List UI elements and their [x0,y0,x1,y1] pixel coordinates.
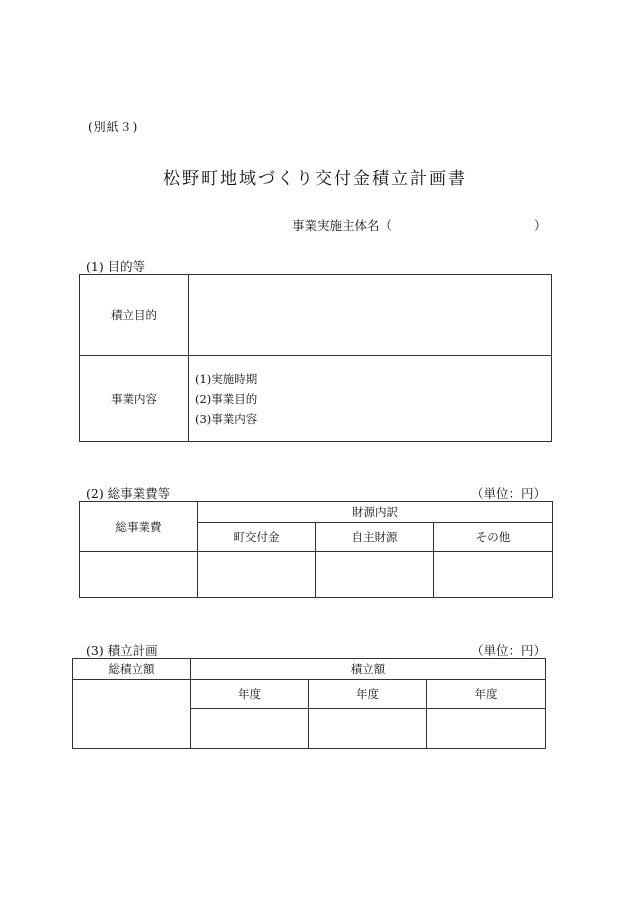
funding-breakdown-header: 財源内訳 [198,502,553,523]
other-funds-cell[interactable] [434,552,553,598]
total-cost-header: 総事業費 [80,502,198,552]
entity-name-close: ） [534,218,547,233]
column-header-year-2: 年度 [309,680,427,709]
own-funds-cell[interactable] [316,552,434,598]
document-title: 松野町地域づくり交付金積立計画書 [163,169,467,189]
project-item-details: (3)事業内容 [195,411,258,426]
section2-title: (2) 総事業費等 [86,486,171,501]
column-header-other: その他 [434,523,553,552]
column-header-year-1: 年度 [191,680,309,709]
column-header-town-grant: 町交付金 [198,523,316,552]
section2-unit: （単位：円） [471,486,547,501]
year-1-amount-cell[interactable] [191,709,309,749]
total-cost-table [79,501,553,598]
section3-title: (3) 積立計画 [86,643,158,658]
total-reserve-header: 総積立額 [73,659,191,680]
project-item-timing: (1)実施時期 [195,371,258,386]
total-cost-cell[interactable] [80,552,198,598]
purpose-table [79,274,552,442]
year-2-amount-cell[interactable] [309,709,427,749]
table-row [80,275,552,356]
section1-title: (1) 目的等 [86,259,146,274]
project-item-purpose: (2)事業目的 [195,391,258,406]
table-row [73,659,546,680]
project-content-label: 事業内容 [80,356,189,442]
section3-unit: （単位：円） [471,643,547,658]
purpose-content-cell[interactable] [189,275,552,356]
reserve-plan-table [72,658,546,749]
table-row [73,680,546,709]
attachment-label: (別紙３) [88,120,139,134]
table-row [80,502,553,523]
column-header-own-funds: 自主財源 [316,523,434,552]
column-header-year-3: 年度 [427,680,546,709]
entity-name-line [292,216,547,234]
table-row [80,552,553,598]
entity-name-label: 事業実施主体名（ [292,218,393,233]
total-reserve-cell[interactable] [73,680,191,749]
purpose-label: 積立目的 [80,275,189,356]
town-grant-cell[interactable] [198,552,316,598]
project-content-cell[interactable] [189,356,552,442]
year-3-amount-cell[interactable] [427,709,546,749]
table-row [80,356,552,442]
reserve-amount-header: 積立額 [191,659,546,680]
